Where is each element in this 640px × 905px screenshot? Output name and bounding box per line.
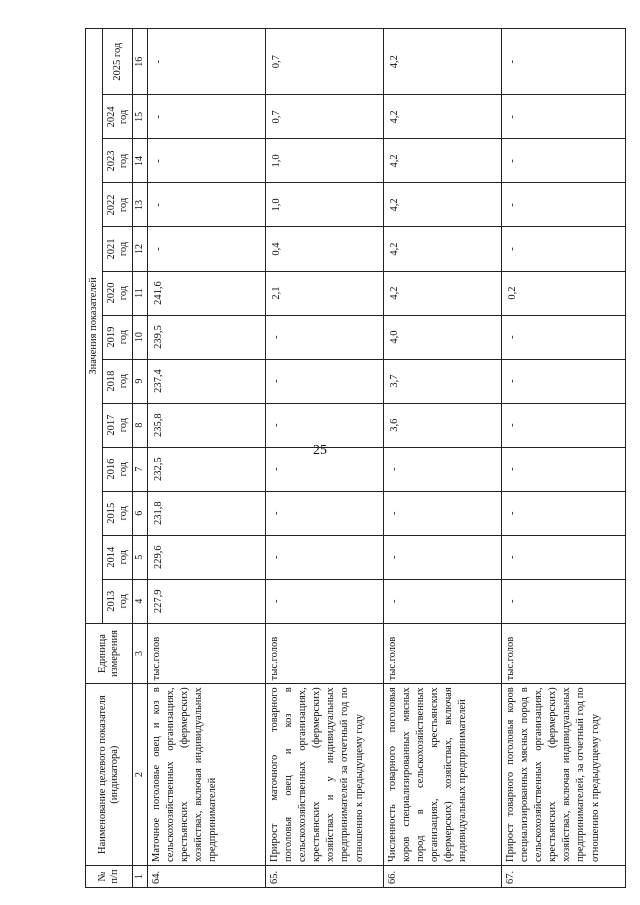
value-cell: 4,2: [383, 271, 501, 315]
value-cell: 3,6: [383, 403, 501, 447]
value-cell: 0,7: [265, 95, 383, 139]
header-year: 2013 год: [103, 579, 133, 623]
value-cell: -: [501, 183, 625, 227]
value-cell: -: [383, 491, 501, 535]
header-values: Значения показателей: [86, 29, 103, 624]
indicator-name: Прирост маточного товарного поголовья овец и коз в сельскохозяйственных организациях, крестьянских (фермерских) хозяйствах и у индивидуальных предпринимателей за отчетный год по отношению к предыдущему году: [265, 684, 383, 866]
page-number: 25: [313, 443, 327, 458]
value-cell: -: [265, 359, 383, 403]
header-year: 2020 год: [103, 271, 133, 315]
column-number: 12: [133, 227, 148, 271]
value-cell: 2,1: [265, 271, 383, 315]
unit: тыс.голов: [501, 623, 625, 684]
header-year: 2022 год: [103, 183, 133, 227]
value-cell: 229,6: [147, 535, 265, 579]
table-row: [501, 29, 625, 888]
value-cell: -: [383, 535, 501, 579]
indicator-name: Численность товарного поголовья коров специализированных мясных пород в сельскохозяйственных организациях, крестьянских (фермерских) хозяйствах, включая индивидуальных предпринимателей: [383, 684, 501, 866]
header-unit: Единица измерения: [86, 623, 133, 684]
value-cell: -: [147, 183, 265, 227]
indicators-table: [85, 28, 626, 888]
column-number: 5: [133, 535, 148, 579]
value-cell: 241,6: [147, 271, 265, 315]
value-cell: -: [147, 29, 265, 95]
table-body: [147, 29, 625, 888]
column-number: 14: [133, 139, 148, 183]
table-row: [265, 29, 383, 888]
column-number: 7: [133, 447, 148, 491]
header-year: 2018 год: [103, 359, 133, 403]
value-cell: -: [383, 579, 501, 623]
value-cell: -: [501, 579, 625, 623]
value-cell: 4,2: [383, 95, 501, 139]
value-cell: -: [265, 491, 383, 535]
header-year: 2023 год: [103, 139, 133, 183]
value-cell: 4,2: [383, 183, 501, 227]
value-cell: 231,8: [147, 491, 265, 535]
value-cell: -: [501, 95, 625, 139]
column-number: 16: [133, 29, 148, 95]
value-cell: -: [501, 315, 625, 359]
value-cell: 0,2: [501, 271, 625, 315]
rotated-table-wrapper: [85, 28, 615, 888]
value-cell: -: [147, 95, 265, 139]
value-cell: 1,0: [265, 183, 383, 227]
row-number: 66.: [383, 865, 501, 887]
value-cell: -: [147, 227, 265, 271]
row-number: 67.: [501, 865, 625, 887]
header-indicator-name: Наименование целевого показателя (индикатора): [86, 684, 133, 866]
header-year: 2017 год: [103, 403, 133, 447]
value-cell: 4,2: [383, 227, 501, 271]
value-cell: -: [501, 29, 625, 95]
column-number: 11: [133, 271, 148, 315]
column-number: 8: [133, 403, 148, 447]
row-number: 64.: [147, 865, 265, 887]
value-cell: 4,2: [383, 29, 501, 95]
value-cell: 232,5: [147, 447, 265, 491]
value-cell: 237,4: [147, 359, 265, 403]
value-cell: -: [265, 579, 383, 623]
header-year: 2016 год: [103, 447, 133, 491]
column-number: 3: [133, 623, 148, 684]
column-number: 15: [133, 95, 148, 139]
value-cell: -: [265, 447, 383, 491]
header-year: 2024 год: [103, 95, 133, 139]
value-cell: -: [501, 227, 625, 271]
value-cell: -: [265, 315, 383, 359]
table-row: [147, 29, 265, 888]
header-number: № п/п: [86, 865, 133, 887]
value-cell: 227,9: [147, 579, 265, 623]
column-number: 9: [133, 359, 148, 403]
value-cell: -: [501, 359, 625, 403]
value-cell: 0,7: [265, 29, 383, 95]
value-cell: 239,5: [147, 315, 265, 359]
header-year: 2015 год: [103, 491, 133, 535]
value-cell: 0,4: [265, 227, 383, 271]
value-cell: 3,7: [383, 359, 501, 403]
header-year: 2019 год: [103, 315, 133, 359]
indicator-name: Маточное поголовье овец и коз в сельскохозяйственных организациях, крестьянских (фермерских) хозяйствах, включая индивидуальных предпринимателей: [147, 684, 265, 866]
value-cell: -: [501, 403, 625, 447]
unit: тыс.голов: [383, 623, 501, 684]
header-year: 2025 год: [103, 29, 133, 95]
value-cell: -: [501, 139, 625, 183]
value-cell: -: [501, 447, 625, 491]
column-number: 6: [133, 491, 148, 535]
value-cell: -: [265, 535, 383, 579]
indicator-name: Прирост товарного поголовья коров специализированных мясных пород в сельскохозяйственных организациях, крестьянских (фермерских) хозяйствах, включая индивидуальных предпринимателей, за отчетный год по отношению к предыдущему году: [501, 684, 625, 866]
value-cell: -: [265, 403, 383, 447]
column-number: 13: [133, 183, 148, 227]
header-year: 2014 год: [103, 535, 133, 579]
unit: тыс.голов: [147, 623, 265, 684]
table-row: [383, 29, 501, 888]
value-cell: -: [501, 535, 625, 579]
value-cell: -: [501, 491, 625, 535]
value-cell: 4,0: [383, 315, 501, 359]
value-cell: 1,0: [265, 139, 383, 183]
column-number: 4: [133, 579, 148, 623]
column-number: 2: [133, 684, 148, 866]
header-year: 2021 год: [103, 227, 133, 271]
unit: тыс.голов: [265, 623, 383, 684]
row-number: 65.: [265, 865, 383, 887]
value-cell: 235,8: [147, 403, 265, 447]
value-cell: 4,2: [383, 139, 501, 183]
column-number: 10: [133, 315, 148, 359]
column-number: 1: [133, 865, 148, 887]
column-numbers-row: [133, 29, 148, 888]
value-cell: -: [383, 447, 501, 491]
value-cell: -: [147, 139, 265, 183]
